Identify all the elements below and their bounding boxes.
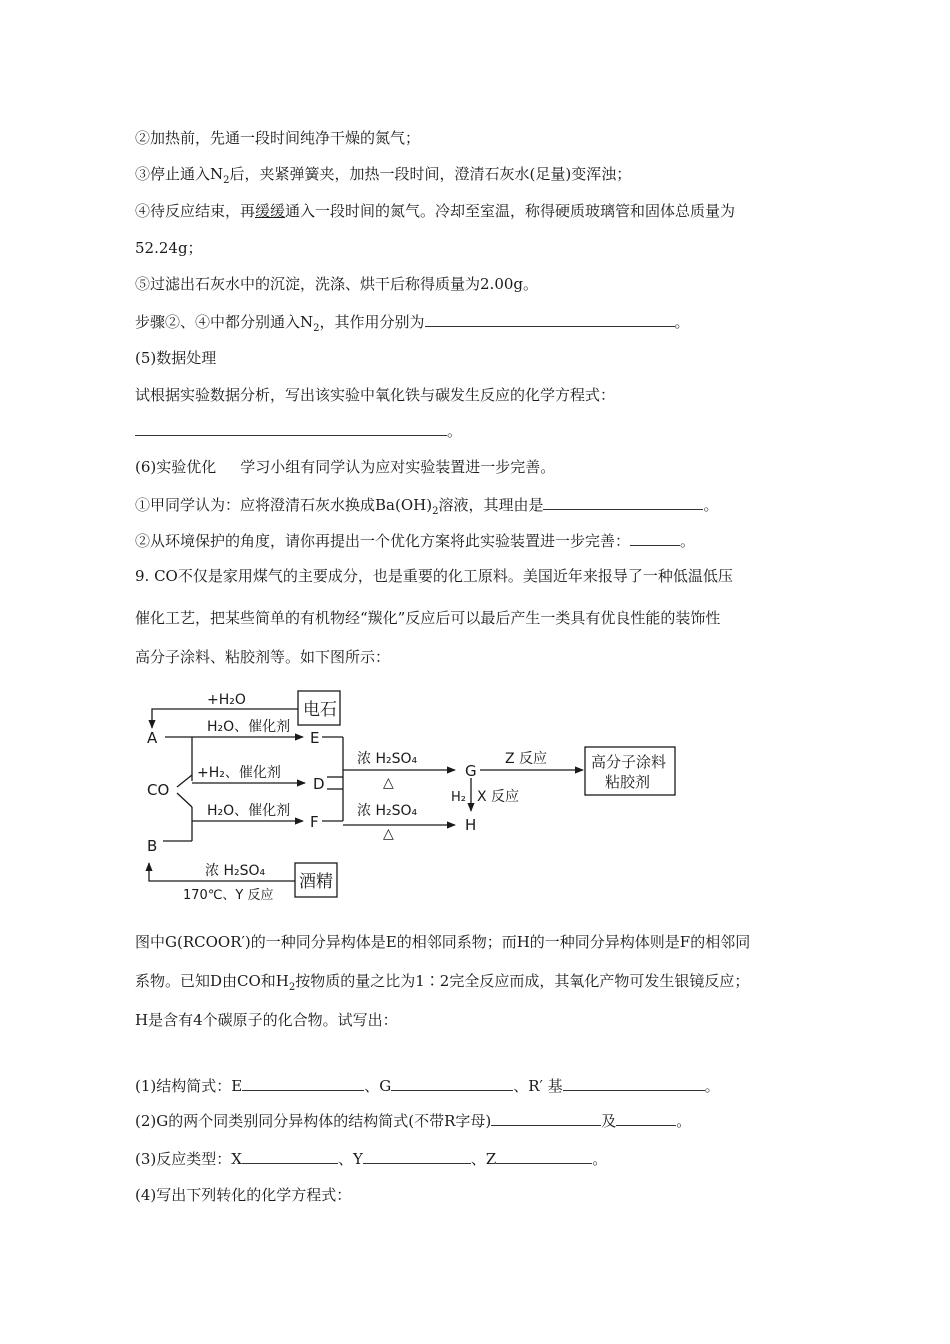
q9-line-2 [135, 608, 720, 628]
question-text-rest: ，其作用分别为 [319, 313, 425, 331]
label-z-reaction: Z 反应 [505, 751, 548, 767]
q1-label-e: (1)结构简式：E [135, 1077, 243, 1095]
q3-label-y: 、Y [337, 1150, 363, 1168]
node-a: A [147, 729, 158, 747]
after-text-3: H是含有4个碳原子的化合物。试写出： [135, 1011, 398, 1029]
after-line-1 [135, 932, 750, 952]
question-n2-role [135, 311, 690, 339]
node-b: B [147, 837, 158, 855]
label-170c-y-reaction: 170℃、Y 反应 [183, 888, 274, 903]
q9-text-3: 高分子涂料、粘胶剂等。如下图所示： [135, 648, 391, 666]
after-line-2 [135, 971, 749, 998]
blank-isomer-1[interactable] [491, 1110, 601, 1126]
answer-blank[interactable] [425, 311, 675, 327]
label-plus-h2o: +H₂O [207, 692, 246, 708]
reason-blank[interactable] [543, 494, 703, 510]
blank-x[interactable] [242, 1148, 338, 1164]
label-h2-catalyst: +H₂、催化剂 [197, 765, 281, 781]
part-5-heading: (5)数据处理 [135, 349, 217, 367]
node-h: H [465, 816, 477, 834]
step-4 [135, 201, 735, 221]
node-d: D [313, 775, 325, 793]
part-5-title [135, 348, 216, 368]
q3-label-x: (3)反应类型：X [135, 1150, 242, 1168]
period: 。 [676, 1112, 692, 1130]
part-5-blank-line [135, 420, 462, 441]
period: 。 [447, 422, 463, 440]
q9-text-1: 9. CO不仅是家用煤气的主要成分，也是重要的化工原料。美国近年来报导了一种低温低压 [135, 567, 733, 585]
label-h2o-catalyst-2: H₂O、催化剂 [207, 803, 291, 819]
blank-e[interactable] [242, 1075, 364, 1091]
step-3 [135, 164, 631, 191]
period: 。 [592, 1150, 608, 1168]
step-2 [135, 128, 420, 148]
q1-label-r: 、R′ 基 [513, 1077, 563, 1095]
part-6-intro: 学习小组有同学认为应对实验装置进一步完善。 [240, 458, 556, 476]
step-4-cont [135, 238, 203, 258]
blank-g[interactable] [391, 1075, 513, 1091]
question-1 [135, 1075, 720, 1096]
label-conc-h2so4-2: 浓 H₂SO₄ [357, 803, 418, 819]
blank-r[interactable] [563, 1075, 705, 1091]
q9-text-2: 催化工艺，把某些简单的有机物经“羰化”反应后可以最后产生一类具有优良性能的装饰性 [135, 609, 721, 627]
step-5-text: ⑤过滤出石灰水中的沉淀，洗涤、烘干后称得质量为2.00g。 [135, 275, 539, 293]
period: 。 [703, 496, 719, 514]
period: 。 [704, 1077, 720, 1095]
plan-blank[interactable] [630, 530, 680, 546]
equation-blank[interactable] [135, 420, 447, 436]
oh2-subscript: 2 [432, 506, 439, 517]
q9-line-3 [135, 647, 390, 667]
blank-isomer-2[interactable] [616, 1110, 676, 1126]
question-4 [135, 1185, 351, 1205]
underlined-slowly: 缓缓 [255, 202, 286, 220]
step-4-text-rest: 通入一段时间的氮气。冷却至室温，称得硬质玻璃管和固体总质量为 [285, 202, 736, 220]
n2-subscript: 2 [313, 323, 320, 334]
part-6-b [135, 530, 695, 551]
question-text: 步骤②、④中都分别通入N [135, 313, 314, 331]
n2-subscript: 2 [223, 175, 230, 186]
after-line-3 [135, 1010, 398, 1030]
question-2 [135, 1110, 691, 1131]
q3-label-z: 、Z [470, 1150, 497, 1168]
period: 。 [674, 313, 690, 331]
q4-text: (4)写出下列转化的化学方程式： [135, 1186, 352, 1204]
node-e: E [310, 729, 320, 747]
part-6-title [135, 457, 555, 477]
label-h2o-catalyst: H₂O、催化剂 [207, 719, 291, 735]
label-x-reaction: X 反应 [477, 789, 520, 805]
part-5-prompt: 试根据实验数据分析，写出该实验中氧化铁与碳发生反应的化学方程式： [135, 386, 616, 404]
step-4-mass: 52.24g； [135, 239, 203, 257]
part-6-a-text: ①甲同学认为：应将澄清石灰水换成Ba(OH) [135, 496, 433, 514]
q2-and: 及 [601, 1112, 617, 1130]
label-h2: H₂ [451, 790, 466, 805]
after-text-2: 系物。已知D由CO和H [135, 972, 289, 990]
part-5-text [135, 385, 615, 405]
reaction-flow-diagram [135, 685, 700, 915]
label-alcohol: 酒精 [299, 872, 333, 892]
label-adhesive: 粘胶剂 [605, 773, 651, 791]
part-6-heading: (6)实验优化 [135, 458, 217, 476]
after-text-1: 图中G(RCOOR′)的一种同分异构体是E的相邻同系物；而H的一种同分异构体则是F的相邻同 [135, 933, 751, 951]
node-g: G [465, 762, 477, 780]
step-3-text: ③停止通入N [135, 165, 224, 183]
node-f: F [310, 813, 319, 831]
q1-label-g: 、G [364, 1077, 392, 1095]
label-conc-h2so4-3: 浓 H₂SO₄ [205, 863, 266, 879]
step-4-text: ④待反应结束，再 [135, 202, 256, 220]
label-polymer-coating: 高分子涂料 [591, 753, 667, 771]
step-2-text: ②加热前，先通一段时间纯净干燥的氮气； [135, 129, 421, 147]
question-3 [135, 1148, 607, 1169]
q2-text: (2)G的两个同类别同分异构体的结构简式(不带R字母) [135, 1112, 492, 1130]
label-calcium-carbide: 电石 [303, 700, 337, 720]
step-5 [135, 274, 538, 294]
label-delta: △ [383, 775, 394, 791]
period: 。 [680, 532, 696, 550]
part-6-a [135, 494, 718, 522]
label-conc-h2so4: 浓 H₂SO₄ [357, 751, 418, 767]
label-delta-2: △ [383, 826, 394, 842]
step-3-text-rest: 后，夹紧弹簧夹，加热一段时间，澄清石灰水(足量)变浑浊； [229, 165, 632, 183]
blank-y[interactable] [363, 1148, 471, 1164]
q9-line-1 [135, 566, 733, 586]
part-6-a-text-rest: 溶液，其理由是 [438, 496, 544, 514]
blank-z[interactable] [496, 1148, 592, 1164]
h2-subscript: 2 [288, 982, 296, 993]
part-6-b-text: ②从环境保护的角度，请你再提出一个优化方案将此实验装置进一步完善： [135, 532, 631, 550]
after-text-2-rest: 按物质的量之比为1∶2完全反应而成，其氧化产物可发生银镜反应； [295, 972, 750, 990]
node-co: CO [147, 781, 170, 799]
